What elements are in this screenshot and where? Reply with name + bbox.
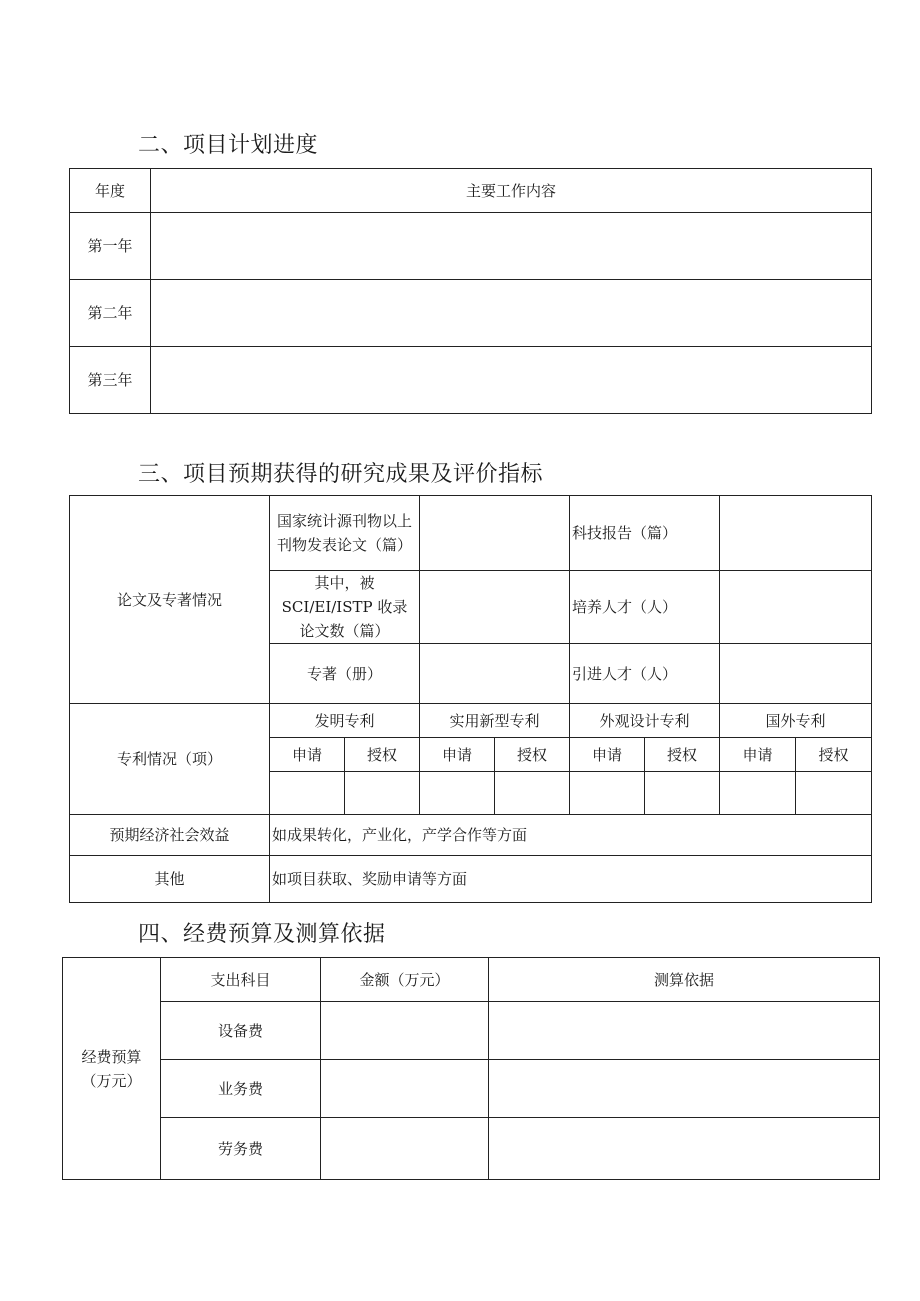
budget-label: 经费预算 （万元） <box>63 958 161 1180</box>
patent-apply-header: 申请 <box>720 738 796 772</box>
patent-grant-header: 授权 <box>645 738 720 772</box>
indexed-papers-label: 其中，被 SCI/EI/ISTP 收录 论文数（篇） <box>270 571 420 644</box>
work-content-header: 主要工作内容 <box>151 169 872 213</box>
year-row-label: 第二年 <box>70 280 151 347</box>
patent-value-cell[interactable] <box>720 772 796 815</box>
section-3-title: 三、项目预期获得的研究成果及评价指标 <box>138 462 544 487</box>
amount-header: 金额（万元） <box>321 958 489 1002</box>
patent-apply-header: 申请 <box>420 738 495 772</box>
patents-label: 专利情况（项） <box>70 704 270 815</box>
results-indicators-table <box>69 495 872 903</box>
recruited-talent-value[interactable] <box>720 644 872 704</box>
business-basis-cell[interactable] <box>489 1060 880 1118</box>
journal-papers-label: 国家统计源刊物以上刊物发表论文（篇） <box>270 496 420 571</box>
journal-papers-value[interactable] <box>420 496 570 571</box>
expense-item-labor: 劳务费 <box>161 1118 321 1180</box>
patent-type-foreign: 国外专利 <box>720 704 872 738</box>
expense-item-equipment: 设备费 <box>161 1002 321 1060</box>
equipment-amount-cell[interactable] <box>321 1002 489 1060</box>
other-cell[interactable]: 如项目获取、奖励申请等方面 <box>270 856 872 903</box>
patent-apply-header: 申请 <box>270 738 345 772</box>
patent-value-cell[interactable] <box>645 772 720 815</box>
indexed-papers-value[interactable] <box>420 571 570 644</box>
expense-item-business: 业务费 <box>161 1060 321 1118</box>
basis-header: 测算依据 <box>489 958 880 1002</box>
patent-type-utility: 实用新型专利 <box>420 704 570 738</box>
patent-grant-header: 授权 <box>495 738 570 772</box>
section-4-title: 四、经费预算及测算依据 <box>138 922 386 947</box>
plan-progress-table <box>69 168 872 414</box>
benefits-label: 预期经济社会效益 <box>70 815 270 856</box>
equipment-basis-cell[interactable] <box>489 1002 880 1060</box>
patent-grant-header: 授权 <box>345 738 420 772</box>
trained-talent-label: 培养人才（人） <box>570 571 720 644</box>
patent-grant-header: 授权 <box>796 738 872 772</box>
business-amount-cell[interactable] <box>321 1060 489 1118</box>
patent-value-cell[interactable] <box>345 772 420 815</box>
monographs-value[interactable] <box>420 644 570 704</box>
patent-value-cell[interactable] <box>495 772 570 815</box>
section-2-title: 二、项目计划进度 <box>138 133 319 158</box>
patent-value-cell[interactable] <box>420 772 495 815</box>
papers-label: 论文及专著情况 <box>70 496 270 704</box>
year-header: 年度 <box>70 169 151 213</box>
patent-value-cell[interactable] <box>796 772 872 815</box>
benefits-cell[interactable]: 如成果转化，产业化，产学合作等方面 <box>270 815 872 856</box>
year-row-label: 第一年 <box>70 213 151 280</box>
patent-type-invention: 发明专利 <box>270 704 420 738</box>
patent-apply-header: 申请 <box>570 738 645 772</box>
budget-table <box>62 957 880 1180</box>
tech-reports-label: 科技报告（篇） <box>570 496 720 571</box>
patent-type-design: 外观设计专利 <box>570 704 720 738</box>
recruited-talent-label: 引进人才（人） <box>570 644 720 704</box>
year-3-content-cell[interactable] <box>151 347 872 414</box>
year-row-label: 第三年 <box>70 347 151 414</box>
monographs-label: 专著（册） <box>270 644 420 704</box>
patent-value-cell[interactable] <box>570 772 645 815</box>
year-2-content-cell[interactable] <box>151 280 872 347</box>
tech-reports-value[interactable] <box>720 496 872 571</box>
labor-amount-cell[interactable] <box>321 1118 489 1180</box>
labor-basis-cell[interactable] <box>489 1118 880 1180</box>
year-1-content-cell[interactable] <box>151 213 872 280</box>
expense-item-header: 支出科目 <box>161 958 321 1002</box>
trained-talent-value[interactable] <box>720 571 872 644</box>
other-label: 其他 <box>70 856 270 903</box>
patent-value-cell[interactable] <box>270 772 345 815</box>
